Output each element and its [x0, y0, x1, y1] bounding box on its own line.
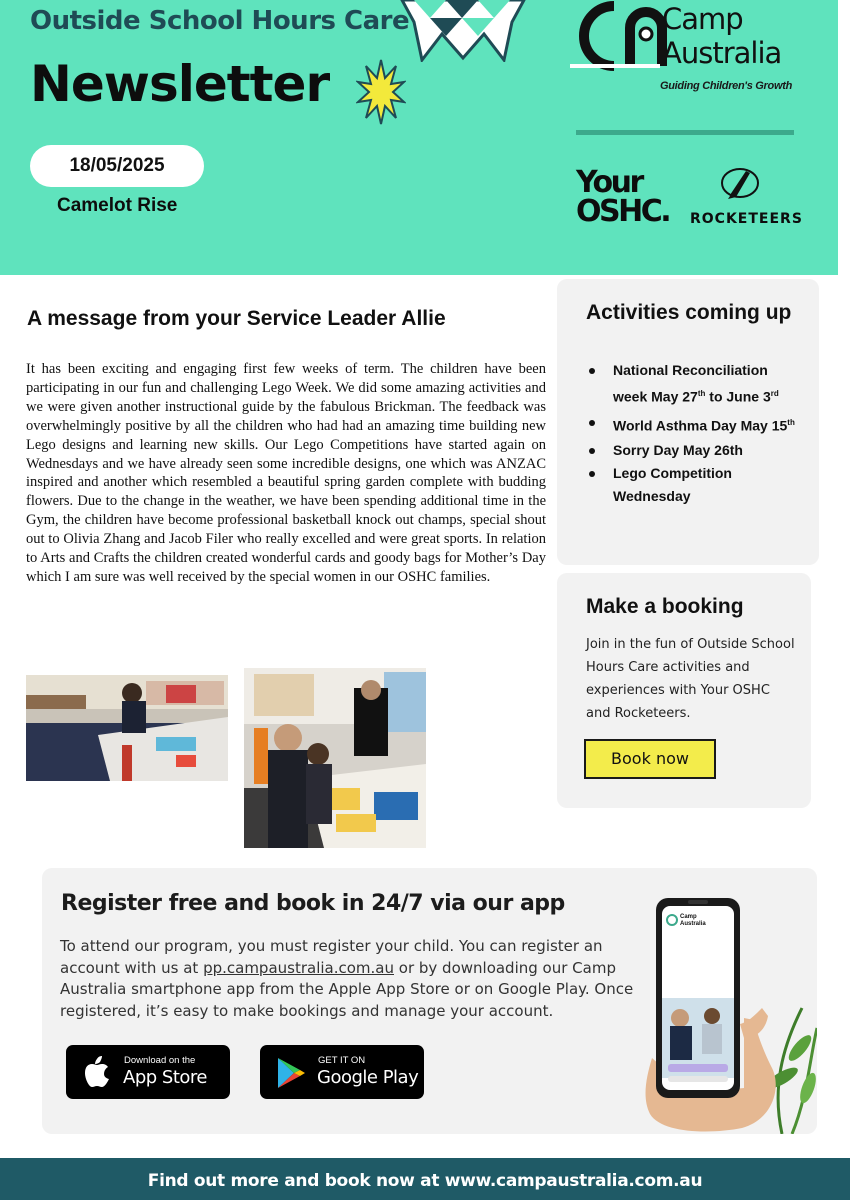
activities-list [585, 359, 805, 508]
footer-banner[interactable]: Find out more and book now at www.campaustralia.com.au [0, 1158, 850, 1200]
photo-children-lego-activity [244, 668, 426, 848]
google-play-small-label: GET IT ON [318, 1055, 366, 1066]
location-label: Camelot Rise [57, 195, 178, 216]
header-divider [576, 130, 794, 135]
header-title: Newsletter [30, 55, 330, 113]
google-play-label: Google Play [317, 1067, 419, 1088]
google-play-icon [272, 1054, 310, 1092]
header-kicker: Outside School Hours Care [30, 6, 410, 36]
your-oshc-logo: Your OSHC. [576, 165, 670, 229]
apple-icon [78, 1054, 116, 1092]
brand-tagline: Guiding Children's Growth [660, 80, 792, 92]
activity-item: World Asthma Day May 15th [585, 411, 805, 438]
activities-panel [557, 279, 819, 565]
message-title: A message from your Service Leader Allie [27, 307, 446, 330]
booking-panel [557, 573, 811, 808]
google-play-button[interactable] [260, 1045, 424, 1099]
register-link[interactable]: pp.campaustralia.com.au [203, 958, 394, 977]
app-store-small-label: Download on the [124, 1055, 196, 1066]
register-panel [42, 868, 817, 1134]
rocketeers-logo: ROCKETEERS [690, 211, 803, 227]
newsletter-header [0, 0, 838, 275]
activity-item: Sorry Day May 26th [585, 439, 805, 462]
phone-in-hand-illustration [632, 888, 817, 1134]
app-store-label: App Store [123, 1067, 207, 1088]
register-text: To attend our program, you must register your child. You can register an account with us at pp.campaustralia.com.au or by downloading our Camp Australia smartphone app from the Apple App Store or on Google Play. Once registered, it’s easy to make bookings and manage your account. [60, 937, 634, 1020]
bunting-pennant-icon [400, 0, 526, 62]
app-store-button[interactable] [66, 1045, 230, 1099]
phone-brand-line1: Camp [680, 914, 697, 920]
sun-star-icon [356, 58, 406, 126]
booking-text: Join in the fun of Outside School Hours Care activities and experiences with Your OSHC and Rocketeers. [586, 637, 795, 721]
activity-item: Lego Competition Wednesday [585, 462, 805, 508]
book-now-button[interactable]: Book now [584, 739, 716, 779]
activity-item: National Reconciliation week May 27th to June 3rd [585, 359, 805, 409]
photo-child-lego-table [26, 675, 228, 781]
rocket-icon [716, 165, 762, 205]
message-body: It has been exciting and engaging first few weeks of term. The children have been participating in our fun and challenging Lego Week. We did some amazing activities and we were given another instructional guide by the fabulous Brickman. The feedback was overwhelmingly positive by all the children who had had an amazing time building new Lego designs and learning new skills. Our Lego Competitions have started again on Wednesdays and we have already seen some incredible designs, one which was ANZAC inspired and another which resembled a beautiful spring garden complete with budding flowers. Due to the change in the weather, we have been spending additional time in the Gym, the children have become professional basketball knock out champs, special shout out to Olivia Zhang and Jacob Filer who really excelled and were great sports. In relation to Arts and Crafts the children created wonderful cards and goody bags for Mother’s Day which I am sure was well received by the special women in our OSHC families. [26, 361, 546, 585]
booking-title: Make a booking [586, 595, 744, 618]
activities-title: Activities coming up [586, 301, 792, 324]
camp-australia-wordmark: Camp Australia [662, 2, 782, 70]
phone-brand-line2: Australia [680, 921, 706, 927]
register-title: Register free and book in 24/7 via our app [61, 891, 565, 916]
date-pill: 18/05/2025 [30, 145, 204, 187]
